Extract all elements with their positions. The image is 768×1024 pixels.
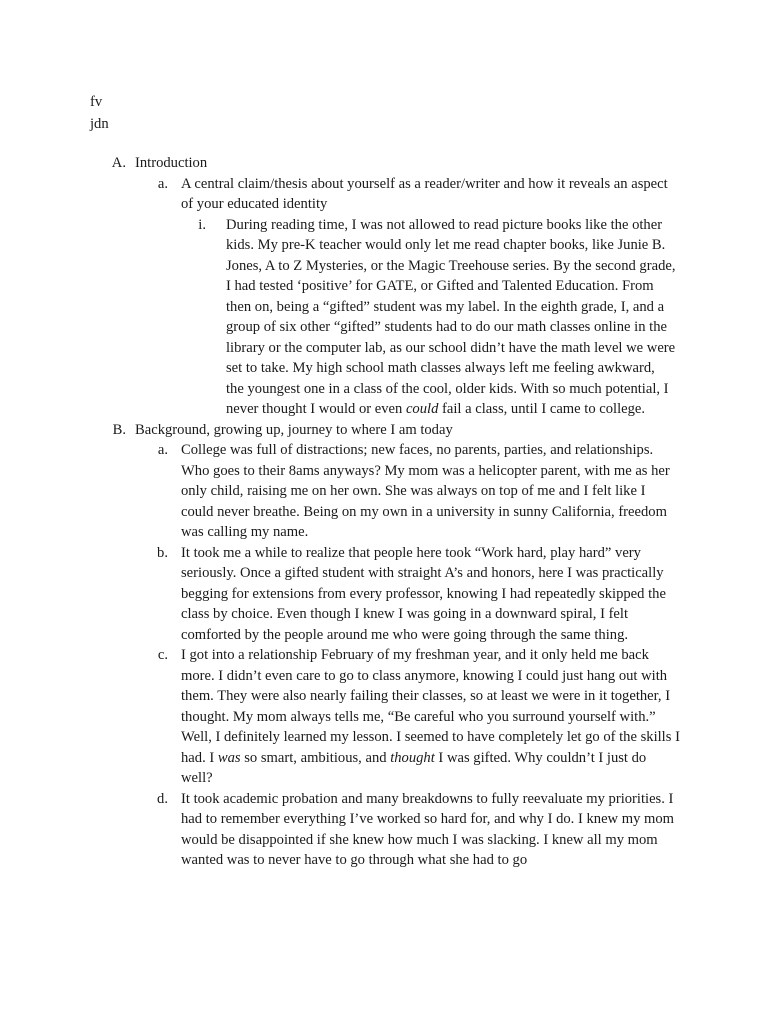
item-marker: a. bbox=[157, 175, 168, 192]
item-text: It took academic probation and many breakdowns to fully reevaluate my priorities. I had to remember everything I’ve worked so hard for, and why I do. I knew my mom would be disappointed if she knew how much I was slacking. I knew all my mom wanted was to never have to go through what she had to go bbox=[181, 790, 675, 868]
item-text: A central claim/thesis about yourself as a reader/writer and how it reveals an aspect of your educated identity bbox=[181, 175, 668, 212]
header-line-2: jdn bbox=[90, 116, 109, 132]
outline-item-b-c bbox=[0, 645, 680, 789]
item-text: College was full of distractions; new faces, no parents, parties, and relationships. Who goes to their 8ams anyways? My mom was a helicopter parent, with me as her only child, raising me on her own. She was always on top of me and I felt like I could never breathe. Being on my own in a university in sunny California, freedom was calling my name. bbox=[181, 442, 670, 540]
item-text: I got into a relationship February of my freshman year, and it only held me back more. I didn’t even care to go to class anymore, knowing I could just hang out with them. They were also nearly failing their classes, so at least we were in it together, I thought. My mom always tells me, “Be careful who you surround yourself with.” Well, I definitely learned my lesson. I seemed to have completely let go of the skills I had. I was so smart, ambitious, and thought I was gifted. Why couldn’t I just do well? bbox=[181, 647, 680, 786]
section-title: Background, growing up, journey to where I am today bbox=[135, 421, 453, 438]
item-marker: b. bbox=[157, 544, 168, 561]
item-text: It took me a while to realize that people here took “Work hard, play hard” very seriously. Once a gifted student with straight A’s and honors, here I was practically begging for extensions from every professor, knowing I had repeatedly skipped the class by choice. Even though I knew I was going in a downward spiral, I felt comforted by the people around me who were going through the same thing. bbox=[181, 544, 666, 643]
subitem-text: During reading time, I was not allowed to read picture books like the other kids. My pre-K teacher would only let me read chapter books, like Junie B. Jones, A to Z Mysteries, or the Magic Treehouse series. By the second grade, I had tested ‘positive’ for GATE, or Gifted and Talented Education. From then on, being a “gifted” student was my label. In the eighth grade, I, and a group of six other “gifted” students had to do our math classes online in the library or the computer lab, as our school didn’t have the math level we were set to take. My high school math classes always left me feeling awkward, the youngest one in a class of the cool, older kids. With so much potential, I never thought I would or even could fail a class, until I came to college. bbox=[226, 216, 676, 417]
subitem-marker: i. bbox=[198, 216, 206, 233]
section-marker: B. bbox=[112, 421, 126, 438]
item-marker: c. bbox=[157, 647, 168, 663]
item-marker: d. bbox=[157, 790, 168, 807]
emphasis-text: thought bbox=[390, 749, 435, 766]
outline-item-b-b bbox=[0, 543, 680, 646]
outline bbox=[0, 153, 768, 871]
header-line-1: fv bbox=[90, 94, 103, 110]
emphasis-text: could bbox=[405, 401, 439, 417]
emphasis-text: was bbox=[217, 749, 241, 766]
outline-item-b-a bbox=[0, 440, 680, 543]
section-title: Introduction bbox=[135, 155, 208, 171]
section-b-heading bbox=[0, 420, 675, 441]
section-marker: A. bbox=[111, 155, 126, 171]
section-a-heading bbox=[0, 153, 675, 174]
item-marker: a. bbox=[157, 442, 168, 458]
outline-item-a-a bbox=[0, 174, 680, 215]
outline-item-b-d bbox=[0, 789, 680, 871]
outline-subitem-a-a-i bbox=[0, 215, 676, 420]
document-header bbox=[90, 92, 109, 136]
